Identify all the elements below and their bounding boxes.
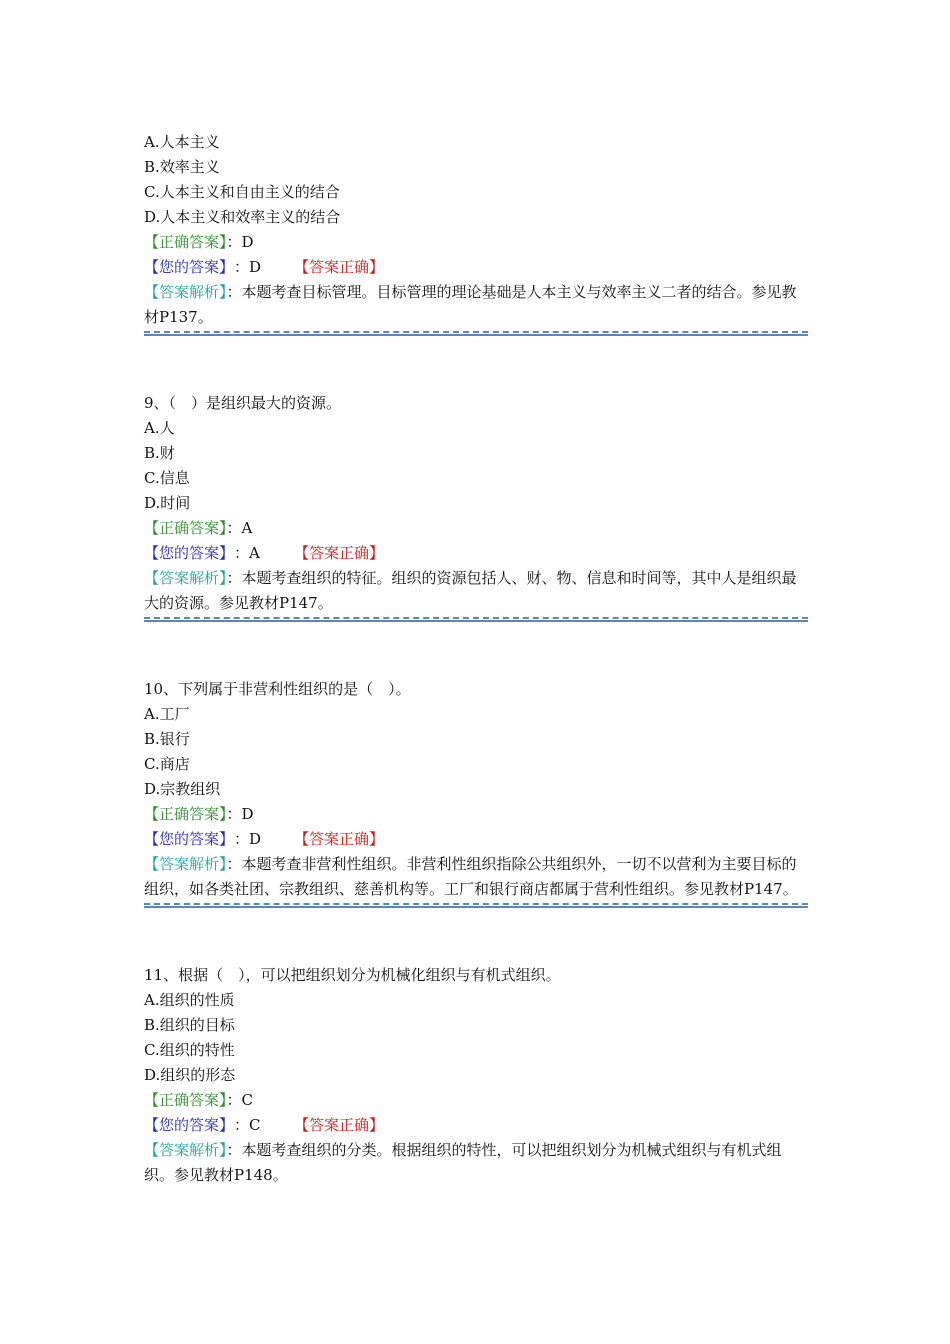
analysis-text: ：本题考查组织的分类。根据组织的特性，可以把组织划分为机械式组织与有机式组织。参见教材P148。 (144, 1141, 782, 1184)
correct-answer-label: 【正确答案】 (144, 519, 227, 537)
analysis-row (144, 852, 808, 902)
correct-answer-row (144, 230, 808, 255)
option-c: C.组织的特性 (144, 1041, 235, 1059)
question-block-11 (144, 963, 808, 1188)
option-c: C.人本主义和自由主义的结合 (144, 183, 340, 201)
analysis-text: ：本题考查目标管理。目标管理的理论基础是人本主义与效率主义二者的结合。参见教材P137。 (144, 283, 797, 326)
document-page (144, 130, 808, 1188)
correct-answer-label: 【正确答案】 (144, 1091, 227, 1109)
option-a: A.工厂 (144, 705, 190, 723)
option-a: A.人本主义 (144, 133, 220, 151)
option-d: D.时间 (144, 494, 191, 512)
correct-answer-row (144, 1088, 808, 1113)
verdict-badge: 【答案正确】 (294, 830, 385, 848)
option-b: B.效率主义 (144, 158, 220, 176)
section-divider (144, 617, 808, 622)
your-answer-value: ：A (234, 544, 260, 562)
question-stem: 9、（ ）是组织最大的资源。 (144, 394, 342, 412)
analysis-row (144, 1138, 808, 1188)
correct-answer-value: ：C (226, 1091, 253, 1109)
verdict-badge: 【答案正确】 (294, 544, 385, 562)
option-d: D.宗教组织 (144, 780, 221, 798)
your-answer-label: 【您的答案】 (144, 544, 235, 562)
your-answer-label: 【您的答案】 (144, 258, 235, 276)
option-d: D.组织的形态 (144, 1066, 236, 1084)
your-answer-label: 【您的答案】 (144, 1116, 235, 1134)
option-c: C.信息 (144, 469, 190, 487)
question-block-8 (144, 130, 808, 336)
question-stem: 10、下列属于非营利性组织的是（ ）。 (144, 680, 411, 698)
your-answer-row (144, 541, 808, 566)
analysis-row (144, 280, 808, 330)
correct-answer-row (144, 802, 808, 827)
correct-answer-label: 【正确答案】 (144, 805, 227, 823)
verdict-badge: 【答案正确】 (294, 1116, 385, 1134)
question-block-9 (144, 391, 808, 622)
your-answer-label: 【您的答案】 (144, 830, 235, 848)
option-d: D.人本主义和效率主义的结合 (144, 208, 341, 226)
analysis-label: 【答案解析】 (144, 569, 227, 587)
option-a: A.人 (144, 419, 175, 437)
question-stem: 11、根据（ ），可以把组织划分为机械化组织与有机式组织。 (144, 966, 561, 984)
option-b: B.组织的目标 (144, 1016, 235, 1034)
your-answer-value: ：C (234, 1116, 261, 1134)
option-a: A.组织的性质 (144, 991, 235, 1009)
option-b: B.财 (144, 444, 175, 462)
correct-answer-value: ：D (226, 233, 254, 251)
correct-answer-value: ：D (226, 805, 254, 823)
your-answer-row (144, 827, 808, 852)
your-answer-row (144, 255, 808, 280)
section-divider (144, 331, 808, 336)
your-answer-row (144, 1113, 808, 1138)
analysis-text: ：本题考查组织的特征。组织的资源包括人、财、物、信息和时间等，其中人是组织最大的资源。参见教材P147。 (144, 569, 797, 612)
analysis-label: 【答案解析】 (144, 283, 227, 301)
option-c: C.商店 (144, 755, 190, 773)
analysis-label: 【答案解析】 (144, 1141, 227, 1159)
correct-answer-row (144, 516, 808, 541)
correct-answer-label: 【正确答案】 (144, 233, 227, 251)
question-block-10 (144, 677, 808, 908)
verdict-badge: 【答案正确】 (294, 258, 385, 276)
option-b: B.银行 (144, 730, 190, 748)
your-answer-value: ：D (234, 258, 262, 276)
analysis-text: ：本题考查非营利性组织。非营利性组织指除公共组织外，一切不以营利为主要目标的组织，如各类社团、宗教组织、慈善机构等。工厂和银行商店都属于营利性组织。参见教材P147。 (144, 855, 798, 898)
correct-answer-value: ：A (226, 519, 253, 537)
your-answer-value: ：D (234, 830, 262, 848)
analysis-row (144, 566, 808, 616)
section-divider (144, 903, 808, 908)
analysis-label: 【答案解析】 (144, 855, 227, 873)
